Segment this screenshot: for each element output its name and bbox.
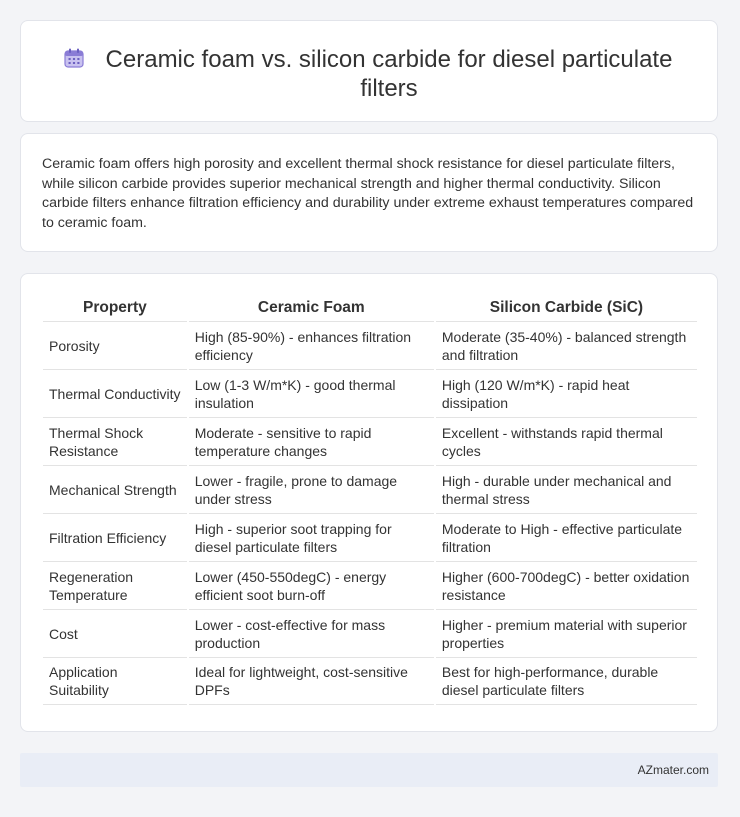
property-cell: Mechanical Strength (43, 465, 187, 513)
ceramic-foam-cell: Lower - cost-effective for mass production (189, 609, 434, 657)
table-row (43, 465, 697, 513)
footer-site-label: AZmater.com (637, 763, 709, 777)
ceramic-foam-cell: Low (1-3 W/m*K) - good thermal insulation (189, 369, 434, 417)
table-row (43, 609, 697, 657)
ceramic-foam-cell: Moderate - sensitive to rapid temperature changes (189, 417, 434, 465)
comparison-table (41, 295, 699, 705)
ceramic-foam-cell: Lower - fragile, prone to damage under stress (189, 465, 434, 513)
silicon-carbide-cell: Higher - premium material with superior properties (436, 609, 697, 657)
silicon-carbide-cell: Moderate (35-40%) - balanced strength and filtration (436, 321, 697, 369)
table-header-row (43, 295, 697, 321)
property-cell: Thermal Conductivity (43, 369, 187, 417)
header-property: Property (82, 299, 147, 316)
header-ceramic-foam: Ceramic Foam (257, 299, 365, 316)
silicon-carbide-cell: Excellent - withstands rapid thermal cycles (436, 417, 697, 465)
table-row (43, 561, 697, 609)
table-row (43, 513, 697, 561)
property-cell: Thermal Shock Resistance (43, 417, 187, 465)
ceramic-foam-cell: Lower (450-550degC) - energy efficient soot burn-off (189, 561, 434, 609)
ceramic-foam-cell: Ideal for lightweight, cost-sensitive DPFs (189, 657, 434, 705)
silicon-carbide-cell: Higher (600-700degC) - better oxidation resistance (436, 561, 697, 609)
table-row (43, 657, 697, 705)
summary-card (20, 133, 718, 252)
silicon-carbide-cell: Best for high-performance, durable diesel particulate filters (436, 657, 697, 705)
property-cell: Filtration Efficiency (43, 513, 187, 561)
summary-paragraph: Ceramic foam offers high porosity and excellent thermal shock resistance for diesel particulate filters, while silicon carbide provides superior mechanical strength and higher thermal conductivity. Silicon carbide filters enhance filtration efficiency and durability under extreme exhaust temperatures compared to ceramic foam. (42, 156, 694, 231)
property-cell: Cost (43, 609, 187, 657)
header-silicon-carbide: Silicon Carbide (SiC) (489, 299, 644, 316)
ceramic-foam-cell: High (85-90%) - enhances filtration efficiency (189, 321, 434, 369)
property-cell: Porosity (43, 321, 187, 369)
page-title: Ceramic foam vs. silicon carbide for diesel particulate filters (105, 46, 673, 102)
footer-bar (20, 753, 718, 787)
property-cell: Application Suitability (43, 657, 187, 705)
comparison-table-card (20, 273, 718, 732)
table-row (43, 321, 697, 369)
property-cell: Regeneration Temperature (43, 561, 187, 609)
table-row (43, 369, 697, 417)
ceramic-foam-cell: High - superior soot trapping for diesel particulate filters (189, 513, 434, 561)
silicon-carbide-cell: High (120 W/m*K) - rapid heat dissipation (436, 369, 697, 417)
table-row (43, 417, 697, 465)
silicon-carbide-cell: Moderate to High - effective particulate filtration (436, 513, 697, 561)
title-card (20, 20, 718, 122)
silicon-carbide-cell: High - durable under mechanical and thermal stress (436, 465, 697, 513)
